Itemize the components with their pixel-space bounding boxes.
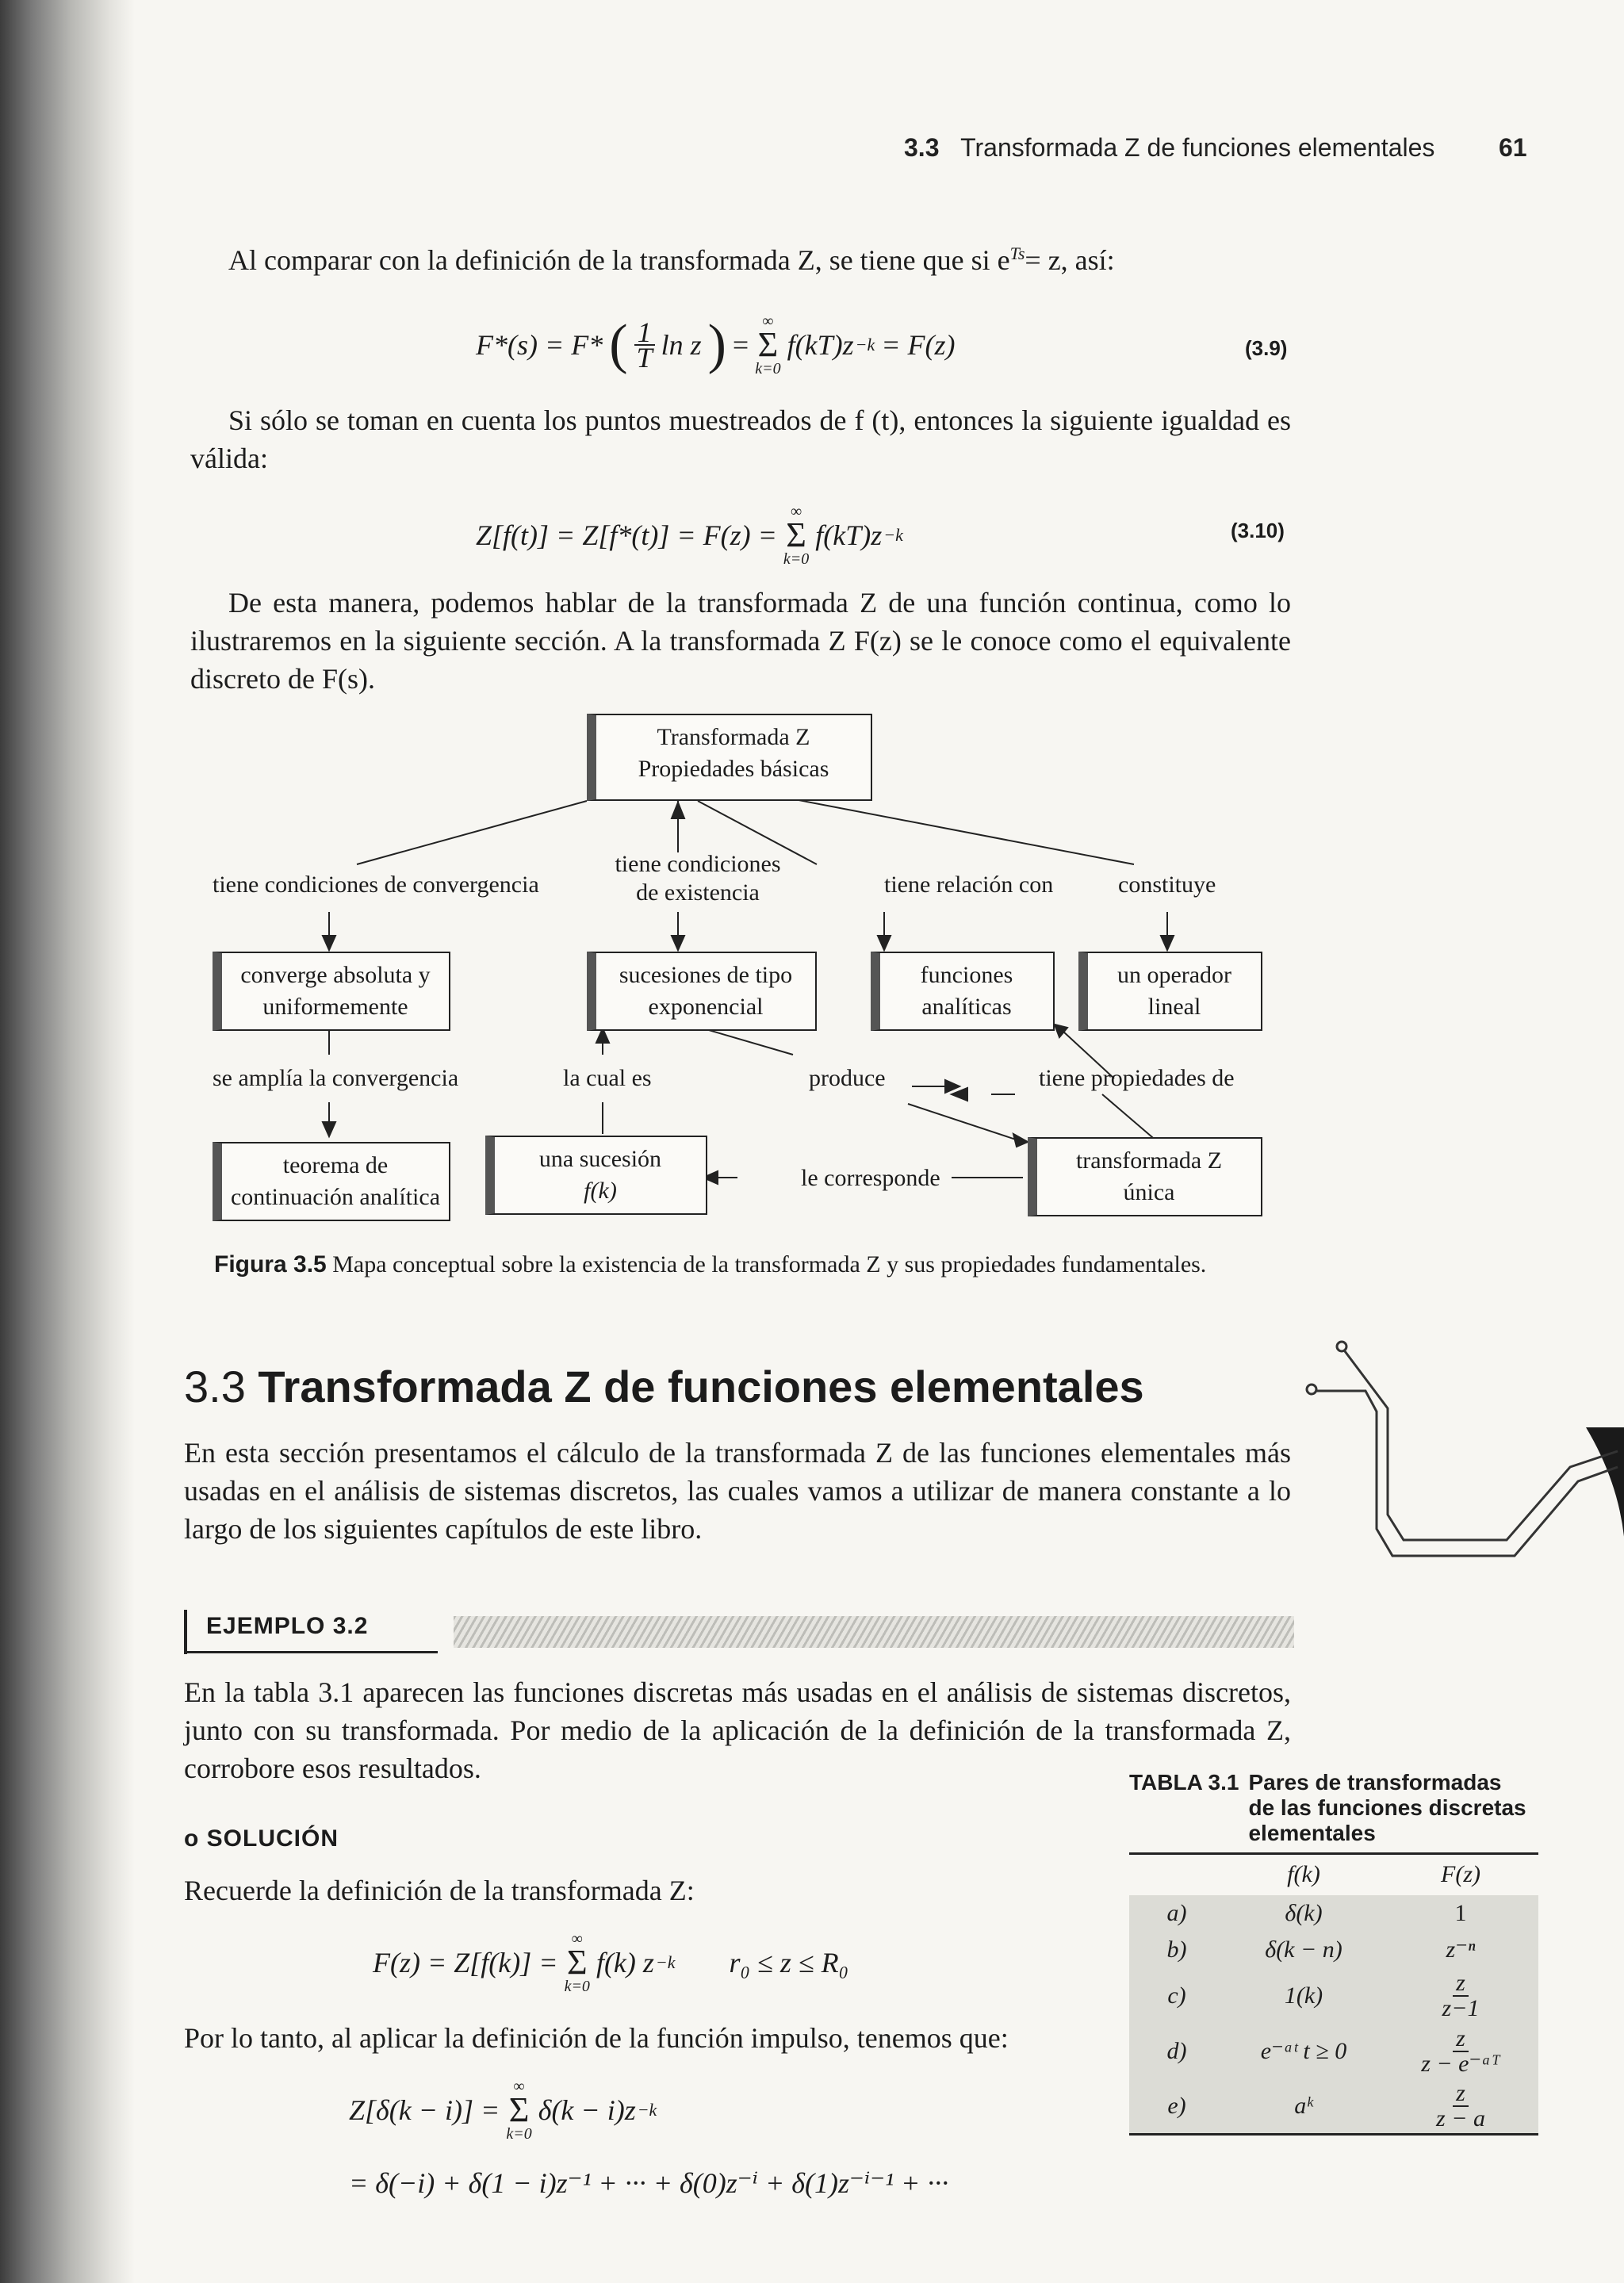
table-title-3: elementales <box>1248 1821 1376 1845</box>
table-cell-fz <box>1383 2079 1538 2135</box>
eq310-sum: ∞ Σ k=0 <box>783 503 810 568</box>
label-relacion: tiene relación con <box>884 871 1054 898</box>
box-teorema-2: continuación analítica <box>230 1184 441 1210</box>
example-bar-underline <box>184 1651 438 1653</box>
figure-caption-text: Mapa conceptual sobre la existencia de la transformada Z y sus propiedades fundamentales. <box>332 1251 1207 1277</box>
table-row-id: c) <box>1167 1982 1186 2009</box>
eq39-ln: ln z <box>661 329 702 361</box>
eq-imp-rhs: δ(k − i)z <box>538 2094 636 2126</box>
circuit-ornament <box>1300 1332 1624 1618</box>
table-cell-fz: 1 <box>1454 1899 1467 1926</box>
box-sucesion <box>485 1136 707 1215</box>
table-row-id: b) <box>1166 1936 1187 1963</box>
box-sucesion-2: f(k) <box>584 1178 617 1204</box>
figure-caption-label: Figura 3.5 <box>214 1251 327 1277</box>
table-row <box>1129 2024 1538 2079</box>
box-operador-2: lineal <box>1147 994 1201 1020</box>
eq-def-sum-top: ∞ <box>571 1930 583 1948</box>
table-label: TABLA 3.1 <box>1129 1770 1239 1795</box>
eq39-lhs: F*(s) = F* <box>476 329 603 361</box>
label-corresponde: le corresponde <box>801 1165 940 1191</box>
paragraph-7: Por lo tanto, al aplicar la definición de la función impulso, tenemos que: <box>184 2022 1009 2054</box>
concept-map <box>190 714 1300 1237</box>
label-constituye: constituye <box>1118 871 1216 898</box>
box-funciones-2: analíticas <box>921 994 1012 1020</box>
eq-imp-rhs-sup: −k <box>637 2100 657 2120</box>
figure-caption <box>214 1251 1324 1278</box>
eq-imp-lhs: Z[δ(k − i)] = <box>349 2094 500 2126</box>
table-cell-fk: e⁻ᵃᵗ t ≥ 0 <box>1260 2038 1347 2064</box>
table-title-2: de las funciones discretas <box>1248 1795 1526 1820</box>
box-top-line1: Transformada Z <box>657 724 810 750</box>
table-col-fz: F(z) <box>1441 1861 1480 1888</box>
box-converge-1: converge absoluta y <box>240 962 431 988</box>
paragraph-1-sup: Ts <box>1009 243 1025 263</box>
box-operador-1: un operador <box>1116 962 1232 988</box>
label-cual-es: la cual es <box>563 1065 652 1091</box>
table-cell-fk: 1(k) <box>1284 1982 1323 2009</box>
box-funciones-1: funciones <box>920 962 1013 988</box>
table-title <box>1248 1770 1526 1846</box>
eq39-sum-bottom: k=0 <box>755 360 781 377</box>
eq-imp-sum-top: ∞ <box>513 2078 525 2095</box>
box-top-line2: Propiedades básicas <box>638 756 829 782</box>
eq39-fraction <box>634 316 655 373</box>
example-label: EJEMPLO 3.2 <box>206 1613 369 1639</box>
header-section-title: Transformada Z de funciones elementales <box>960 133 1435 162</box>
box-converge <box>213 952 450 1031</box>
table-cell-fz <box>1383 2024 1538 2079</box>
eq310-lhs: Z[f(t)] = Z[f*(t)] = F(z) = <box>476 519 777 551</box>
table-row <box>1129 1895 1538 1932</box>
label-existencia-2: de existencia <box>636 879 760 906</box>
label-amplia: se amplía la convergencia <box>213 1065 459 1091</box>
eq-def-sum-bottom: k=0 <box>564 1978 590 1995</box>
table-row-id: a) <box>1166 1899 1187 1926</box>
paragraph-1 <box>228 235 1291 279</box>
eq310-sum-bottom: k=0 <box>783 550 810 568</box>
table-cell-fz-num: z <box>1453 1971 1469 1997</box>
table-row-id: d) <box>1166 2037 1187 2064</box>
paragraph-6: Recuerde la definición de la transformada Z: <box>184 1875 695 1906</box>
eq-def-sum: ∞ Σ k=0 <box>564 1930 590 1995</box>
eq39-equals: = <box>732 329 749 361</box>
eq39-rhs-sup: −k <box>855 335 875 354</box>
paragraph-1-text: Al comparar con la definición de la transformada Z, se tiene que si e <box>228 244 1010 276</box>
table-row <box>1129 2079 1538 2135</box>
eq-def-lhs: F(z) = Z[f(k)] = <box>373 1947 558 1978</box>
page-number: 61 <box>1499 133 1527 162</box>
table-cell-fz-den: z − a <box>1436 2105 1485 2132</box>
eq39-rhs: f(kT)z <box>787 329 854 361</box>
box-sucesiones-1: sucesiones de tipo <box>619 962 793 988</box>
table-header-row <box>1129 1854 1538 1895</box>
example-bar <box>184 1610 1294 1654</box>
table-cell-fz-num: z <box>1453 2082 1469 2107</box>
label-existencia <box>611 850 785 907</box>
paragraph-3: De esta manera, podemos hablar de la transformada Z de una función continua, como lo ilustraremos en la siguiente sección. A la transformada Z F(z) se le conoce como el equivalente discreto de F(s). <box>190 587 1291 695</box>
label-existencia-1: tiene condiciones <box>615 851 781 877</box>
label-produce: produce <box>809 1065 886 1091</box>
eq39-paren-open: ( <box>609 314 628 375</box>
label-propiedades: tiene propiedades de <box>1039 1065 1235 1091</box>
table-row <box>1129 1968 1538 2024</box>
book-spine-shadow <box>0 0 135 2283</box>
box-sucesiones <box>587 952 817 1031</box>
eq310-rhs: f(kT)z <box>815 519 883 551</box>
box-sucesiones-2: exponencial <box>648 994 764 1020</box>
table-3-1 <box>1129 1770 1538 2136</box>
equation-definition <box>373 1919 848 2006</box>
table-cell-fz <box>1383 1968 1538 2024</box>
section-heading <box>184 1361 1144 1412</box>
table-row <box>1129 1932 1538 1968</box>
running-header <box>904 133 1434 163</box>
box-teorema-1: teorema de <box>282 1152 389 1178</box>
equation-impulse-line1 <box>349 2067 657 2154</box>
table-cell-fz-num: z <box>1453 2027 1469 2052</box>
solution-label: o SOLUCIÓN <box>184 1825 339 1852</box>
eq39-frac-num: 1 <box>634 320 655 346</box>
equation-3-9-number: (3.9) <box>1245 336 1288 360</box>
equation-3-10 <box>476 492 903 579</box>
paragraph-2: Si sólo se toman en cuenta los puntos muestreados de f (t), entonces la siguiente igualdad es válida: <box>190 404 1291 474</box>
table-title-1: Pares de transformadas <box>1248 1770 1502 1795</box>
equation-3-10-number: (3.10) <box>1231 519 1285 542</box>
eq-def-rhs-sup: −k <box>655 1952 676 1972</box>
box-converge-2: uniformemente <box>262 994 408 1020</box>
box-teorema <box>213 1142 450 1221</box>
table-title-block <box>1129 1770 1538 1846</box>
example-bar-hatch <box>454 1616 1294 1648</box>
box-transformada-z-propiedades <box>587 714 872 801</box>
eq-imp-sum-bottom: k=0 <box>506 2125 532 2143</box>
section-heading-number: 3.3 <box>184 1362 246 1412</box>
eq-imp-sum: ∞ Σ k=0 <box>506 2078 532 2143</box>
table-cell-fz-den: z−1 <box>1442 1994 1480 2021</box>
paragraph-5: En la tabla 3.1 aparecen las funciones discretas más usadas en el análisis de sistemas discretos, junto con su transformada. Por medio de la aplicación de la definición de la transformada Z, corrobore esos resultados. <box>184 1676 1291 1784</box>
table-col-fk: f(k) <box>1287 1861 1320 1888</box>
paragraph-4: En esta sección presentamos el cálculo de la transformada Z de las funciones elementales más usadas en el análisis de sistemas discretos, las cuales vamos a utilizar de manera constante a lo largo de los siguientes capítulos de este libro. <box>184 1437 1291 1545</box>
box-operador <box>1078 952 1262 1031</box>
table-cell-fk: aᵏ <box>1294 2092 1313 2119</box>
table-cell-fz: z⁻ⁿ <box>1446 1936 1476 1963</box>
equation-3-9 <box>476 301 956 389</box>
box-transformada-unica <box>1028 1137 1262 1216</box>
example-bar-tick <box>184 1610 187 1654</box>
table-cell-fk: δ(k) <box>1285 1899 1323 1926</box>
eq39-sum-top: ∞ <box>762 312 774 330</box>
eq39-paren-close: ) <box>707 314 726 375</box>
eq310-sum-top: ∞ <box>790 503 802 520</box>
table-cell-fk: δ(k − n) <box>1265 1936 1342 1963</box>
eq39-rhs-end: = F(z) <box>881 329 956 361</box>
table-pairs <box>1129 1852 1538 2136</box>
paragraph-1-tail: = z, así: <box>1025 244 1115 276</box>
eq39-frac-den: T <box>636 342 653 373</box>
section-heading-title: Transformada Z de funciones elementales <box>258 1362 1144 1412</box>
eq-def-region: r₀ ≤ z ≤ R₀ <box>729 1947 849 1978</box>
table-row-id: e) <box>1167 2092 1186 2119</box>
box-unica-1: transformada Z <box>1075 1147 1223 1174</box>
table-cell-fz-den: z − e⁻ᵃᵀ <box>1421 2050 1500 2077</box>
box-funciones <box>871 952 1055 1031</box>
equation-impulse-line2: = δ(−i) + δ(1 − i)z⁻¹ + ··· + δ(0)z⁻ⁱ + δ(1)z⁻ⁱ⁻¹ + ··· <box>349 2167 949 2199</box>
box-unica-2: única <box>1123 1179 1175 1205</box>
header-section-number: 3.3 <box>904 133 940 162</box>
label-convergencia: tiene condiciones de convergencia <box>213 871 539 898</box>
eq310-rhs-sup: −k <box>883 525 903 545</box>
box-sucesion-1: una sucesión <box>538 1146 662 1172</box>
eq39-sum: ∞ Σ k=0 <box>755 312 781 377</box>
eq-def-rhs: f(k) z <box>596 1947 654 1978</box>
